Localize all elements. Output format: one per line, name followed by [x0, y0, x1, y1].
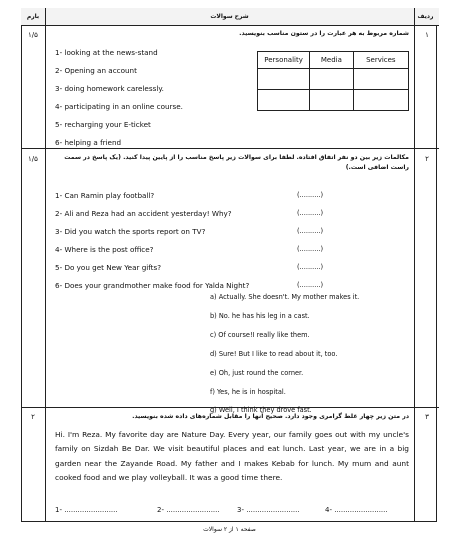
row-column-divider — [414, 8, 415, 522]
q2-instruction: مکالمات زیر بین دو نفر اتفاق افتاده. لطفا برای سوالات زیر پاسخ مناسب را از پایین پیدا کنید. (یک پاسخ در سمت راست اضافی است.) — [64, 154, 409, 171]
q3-blank-1[interactable]: 1- ........................ — [55, 506, 118, 514]
q1-item-4: 4- participating in an online course. — [55, 102, 183, 111]
q1-number: ۱ — [425, 31, 429, 39]
q1-divider — [21, 148, 439, 149]
score-column-divider — [45, 8, 46, 522]
column-personality: Personality — [258, 52, 310, 69]
q1-item-6: 6- helping a friend — [55, 138, 122, 147]
q2-question-1: 1- Can Ramin play football? — [55, 191, 155, 200]
q2-number: ۲ — [425, 155, 429, 163]
score-header: بارم — [26, 13, 40, 20]
answer-cell[interactable] — [310, 90, 354, 111]
exam-page — [21, 8, 439, 522]
row-header: ردیف — [417, 13, 434, 20]
q2-question-6: 6- Does your grandmother make food for Yalda Night? — [55, 281, 250, 290]
q2-blank-5[interactable]: (..........) — [297, 263, 324, 271]
q3-blank-4[interactable]: 4- ........................ — [325, 506, 388, 514]
answer-cell[interactable] — [258, 90, 310, 111]
q2-blank-6[interactable]: (..........) — [297, 281, 324, 289]
q3-score: ۲ — [31, 413, 35, 421]
q2-question-3: 3- Did you watch the sports report on TV? — [55, 227, 206, 236]
q2-answer-b: b) No. he has his leg in a cast. — [210, 312, 310, 320]
q3-instruction: در متن زیر چهار غلط گرامری وجود دارد. صحیح آنها را مقابل شماره‌های داده شده بنویسید. — [132, 413, 409, 420]
q1-instruction: شماره مربوط به هر عبارت را در ستون مناسب بنویسید. — [239, 30, 409, 37]
answer-cell[interactable] — [353, 90, 408, 111]
answer-cell[interactable] — [310, 69, 354, 90]
q2-blank-2[interactable]: (..........) — [297, 209, 324, 217]
column-media: Media — [310, 52, 354, 69]
q2-question-4: 4- Where is the post office? — [55, 245, 154, 254]
q2-answer-g: g) Well, I think they drove fast. — [210, 406, 312, 414]
q2-answer-a: a) Actually. She doesn't. My mother makes it. — [210, 293, 360, 301]
q3-passage: Hi. I'm Reza. My favorite day are Nature Day. Every year, our family goes out with my uncle's family on Sizdah Be Dar. We visit beautiful places and eat lunch. Last year, we are in a big garden near the Zayande Road. My father and I makes Kebab for lunch. My mum and aunt cooked food and we play volleyball. It was a good time there. — [55, 430, 409, 482]
q3-blank-2[interactable]: 2- ........................ — [157, 506, 220, 514]
q3-blank-3[interactable]: 3- ........................ — [237, 506, 300, 514]
q1-category-table — [257, 51, 409, 111]
q2-question-5: 5- Do you get New Year gifts? — [55, 263, 162, 272]
q2-answer-d: d) Sure! But I like to read about it, too. — [210, 350, 338, 358]
q2-answer-e: e) Oh, just round the corner. — [210, 369, 304, 377]
header-divider — [21, 25, 439, 26]
q2-question-2: 2- Ali and Reza had an accident yesterday! Why? — [55, 209, 232, 218]
q1-item-1: 1- looking at the news-stand — [55, 48, 158, 57]
q1-item-5: 5- recharging your E-ticket — [55, 120, 151, 129]
answer-cell[interactable] — [258, 69, 310, 90]
q2-answer-c: c) Of course!I really like them. — [210, 331, 310, 339]
q1-score: ۱/۵ — [28, 31, 38, 39]
q3-number: ۳ — [425, 413, 429, 421]
q2-answer-f: f) Yes, he is in hospital. — [210, 388, 286, 396]
page-footer: صفحه ۱ از ۲ سوالات — [203, 526, 256, 533]
q2-blank-1[interactable]: (..........) — [297, 191, 324, 199]
q1-item-2: 2- Opening an account — [55, 66, 137, 75]
q1-item-3: 3- doing homework carelessly. — [55, 84, 164, 93]
q2-blank-4[interactable]: (..........) — [297, 245, 324, 253]
questions-header: شرح سوالات — [210, 13, 249, 20]
q2-blank-3[interactable]: (..........) — [297, 227, 324, 235]
q2-score: ۱/۵ — [28, 155, 38, 163]
column-services: Services — [353, 52, 408, 69]
answer-cell[interactable] — [353, 69, 408, 90]
